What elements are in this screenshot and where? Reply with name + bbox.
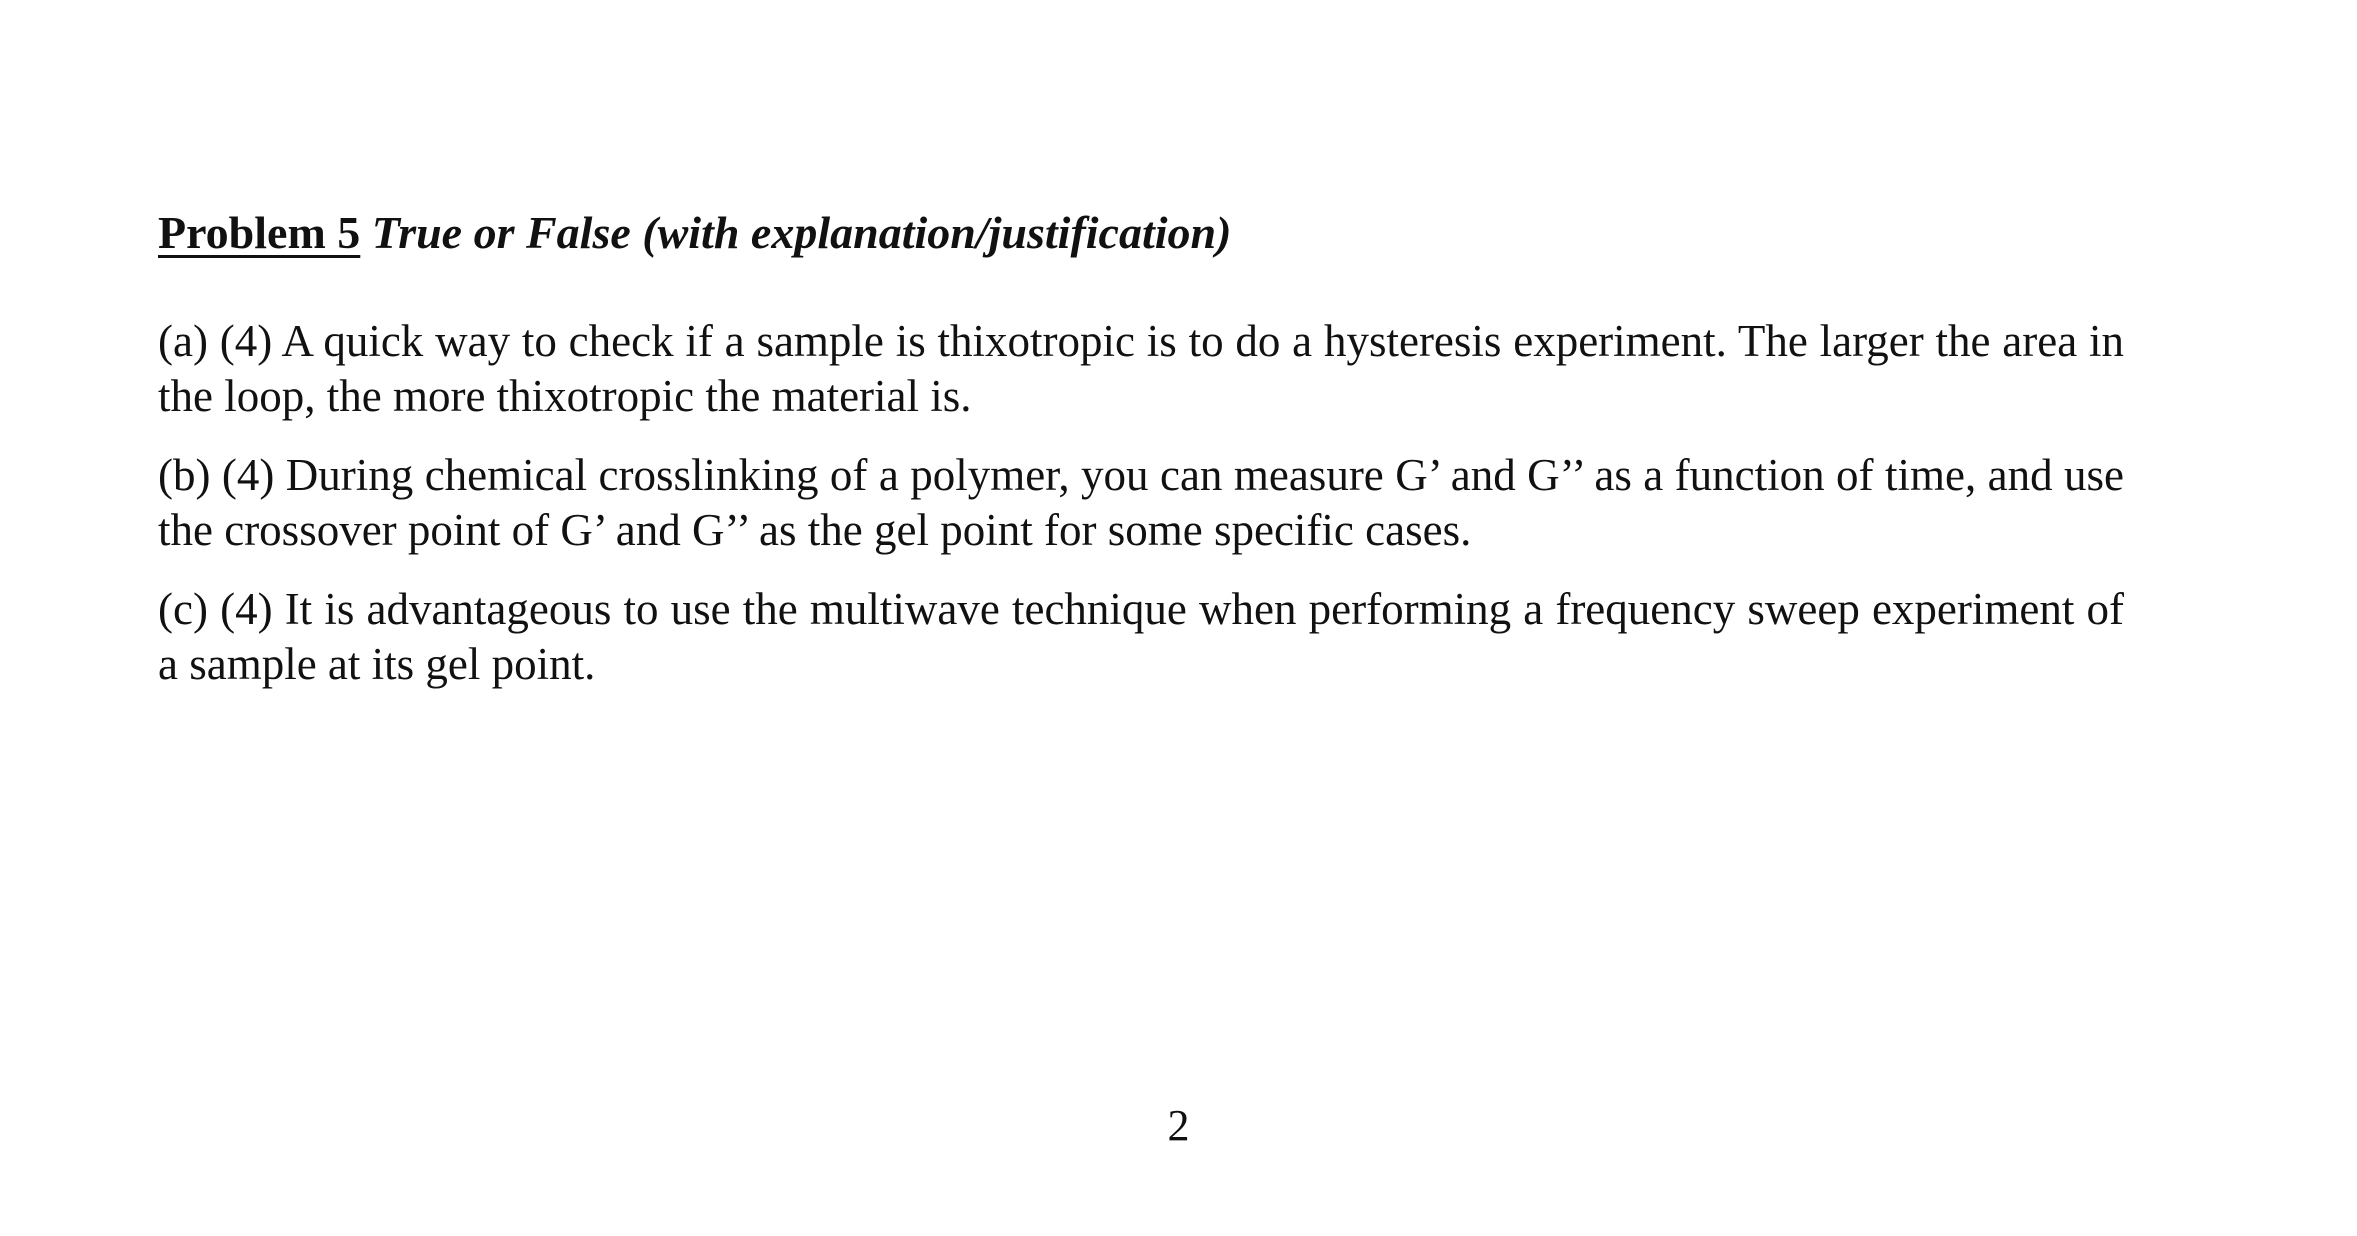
question-list [158, 314, 2124, 716]
problem-subtitle: True or False (with explanation/justification) [371, 207, 1232, 258]
question-c: (c) (4) It is advantageous to use the multiwave technique when performing a frequency sweep experiment of a sample at its gel point. [158, 584, 2124, 689]
page-number: 2 [1167, 1101, 1190, 1150]
question-b: (b) (4) During chemical crosslinking of a polymer, you can measure G’ and G’’ as a function of time, and use the crossover point of G’ and G’’ as the gel point for some specific cases. [158, 450, 2124, 555]
problem-heading [158, 204, 1231, 262]
problem-number: Problem 5 [158, 207, 361, 258]
question-a: (a) (4) A quick way to check if a sample is thixotropic is to do a hysteresis experiment. The larger the area in the loop, the more thixotropic the material is. [158, 316, 2124, 421]
